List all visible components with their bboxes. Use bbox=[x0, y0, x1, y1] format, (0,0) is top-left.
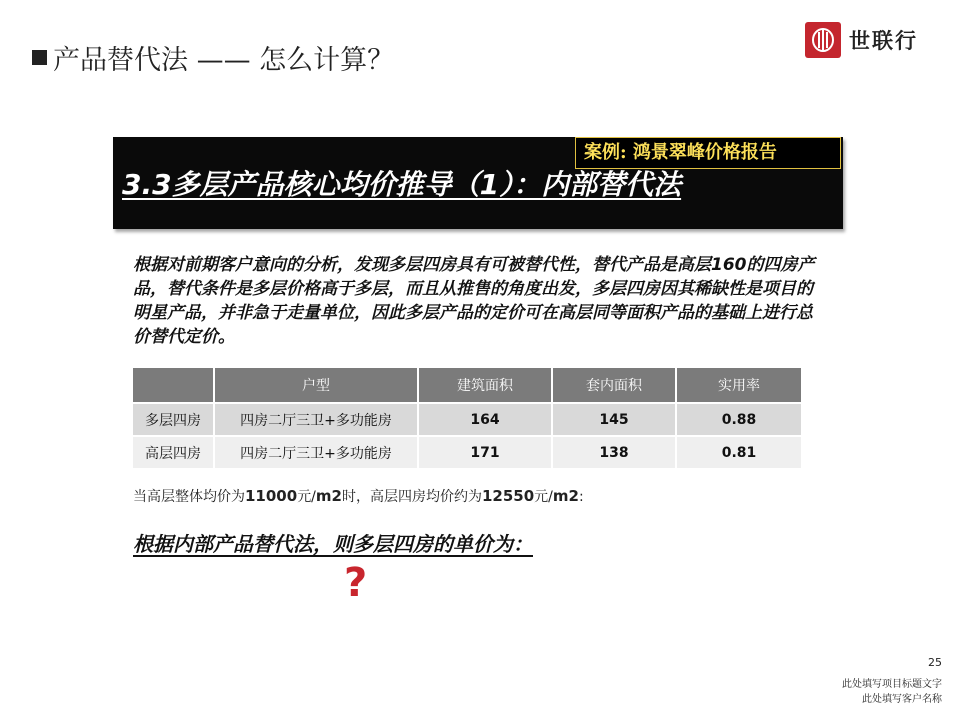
analysis-paragraph: 根据对前期客户意向的分析，发现多层四房具有可被替代性，替代产品是高层160的四房产品，替代条件是多层价格高于多层，而且从推售的角度出发，多层四房因其稀缺性是项目的明星产品，并非急于走量单位，因此多层产品的定价可在高层同等面积产品的基础上进行总价替代定价。 bbox=[133, 255, 815, 347]
logo-seal-icon bbox=[805, 22, 841, 58]
table-header-cell: 实用率 bbox=[676, 368, 801, 403]
table-cell: 四房二厅三卫+多功能房 bbox=[214, 436, 418, 468]
table-cell: 0.81 bbox=[676, 436, 801, 468]
note-unit-m2: m2 bbox=[315, 487, 342, 505]
question-mark: ? bbox=[344, 560, 368, 606]
company-logo bbox=[805, 22, 918, 58]
table-row bbox=[133, 403, 801, 436]
note-unit: 元/ bbox=[534, 489, 553, 505]
bullet-square-icon bbox=[32, 50, 47, 65]
table-cell: 138 bbox=[552, 436, 676, 468]
brand-name: 世联行 bbox=[849, 29, 918, 53]
table-cell: 145 bbox=[552, 403, 676, 436]
footer-project-title: 此处填写项目标题文字 bbox=[842, 679, 942, 690]
price-note bbox=[133, 486, 584, 506]
note-text: : bbox=[578, 489, 584, 505]
table-header-cell: 套内面积 bbox=[552, 368, 676, 403]
table-cell: 164 bbox=[418, 403, 552, 436]
unit-comparison-table bbox=[133, 368, 801, 468]
table-cell: 高层四房 bbox=[133, 436, 214, 468]
note-unit-m2: m2 bbox=[552, 487, 579, 505]
table-cell: 0.88 bbox=[676, 403, 801, 436]
table-header-cell bbox=[133, 368, 214, 403]
page-number: 25 bbox=[928, 656, 942, 669]
table-cell: 四房二厅三卫+多功能房 bbox=[214, 403, 418, 436]
table-row bbox=[133, 436, 801, 468]
table-header-row bbox=[133, 368, 801, 403]
page-title bbox=[32, 38, 394, 77]
table-header-cell: 户型 bbox=[214, 368, 418, 403]
table-header-cell: 建筑面积 bbox=[418, 368, 552, 403]
footer-client-name: 此处填写客户名称 bbox=[862, 694, 942, 705]
note-text: 当高层整体均价为 bbox=[133, 489, 245, 505]
section-title: 3.3多层产品核心均价推导（1）：内部替代法 bbox=[122, 168, 682, 201]
note-unit: 元/ bbox=[297, 489, 316, 505]
table-cell: 多层四房 bbox=[133, 403, 214, 436]
page-title-text: 产品替代法 —— 怎么计算？ bbox=[53, 45, 395, 76]
result-statement: 根据内部产品替代法，则多层四房的单价为： bbox=[133, 532, 533, 556]
note-value: 12550 bbox=[481, 487, 535, 505]
case-tag: 案例: 鸿景翠峰价格报告 bbox=[575, 137, 841, 169]
note-text: 时，高层四房均价约为 bbox=[341, 489, 482, 505]
table-cell: 171 bbox=[418, 436, 552, 468]
note-value: 11000 bbox=[245, 487, 298, 505]
